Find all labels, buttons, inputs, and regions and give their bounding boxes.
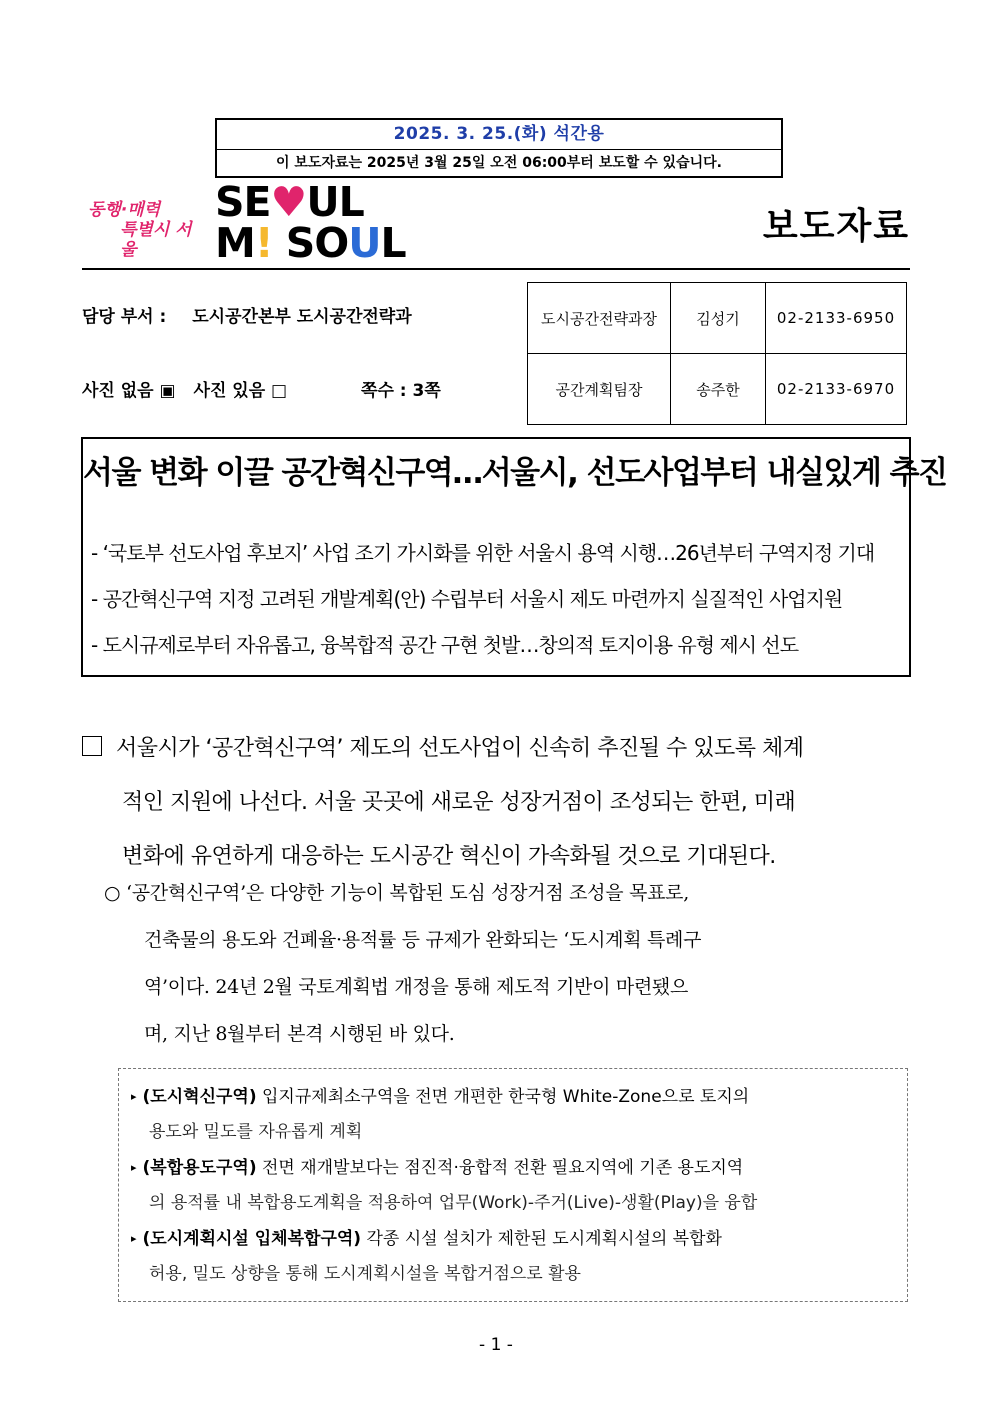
contact-row [528,283,907,354]
contact-name: 송주한 [671,354,766,425]
embargo-notice: 이 보도자료는 2025년 3월 25일 오전 06:00부터 보도할 수 있습니다. [276,155,722,171]
contact-table [527,282,907,425]
note-item: ▸ (도시계획시설 입체복합구역) 각종 시설 설치가 제한된 도시계획시설의 복합화 [131,1229,722,1249]
headline: 서울 변화 이끌 공간혁신구역…서울시, 선도사업부터 내실있게 추진 [83,455,947,491]
subline: - 도시규제로부터 자유롭고, 융복합적 공간 구현 첫발…창의적 토지이용 유형 제시 선도 [91,633,799,657]
contact-phone: 02-2133-6970 [766,354,907,425]
notes-box: ▸ (도시혁신구역) 입지규제최소구역을 전면 개편한 한국형 White-Zone으로 토지의 용도와 밀도를 자유롭게 계획 ▸ (복합용도구역) 전면 재개발보다는 점진적·융합적 전환 필요지역에 기존 용도지역 의 용적률 내 복합용도계획을 적용하여 업무(Work)-주거(Live)-생활(Play)을 융합 ▸ (도시계획시설 입체복합구역) 각종 시설 설치가 제한된 도시계획시설의 복합화 허용, 밀도 상향을 통해 도시계획시설을 복합거점으로 활용 [118,1068,908,1302]
department-row [82,302,412,327]
contact-title: 도시공간전략과장 [528,283,671,354]
subline: - ‘국토부 선도사업 후보지’ 사업 조기 가시화를 위한 서울시 용역 시행…26년부터 구역지정 기대 [91,541,875,565]
seoul-slogan-logo [88,200,208,260]
page-count: 쪽수 : 3쪽 [361,381,441,401]
subline: - 공간혁신구역 지정 고려된 개발계획(안) 수립부터 서울시 제도 마련까지 실질적인 사업지원 [91,587,843,611]
embargo-date: 2025. 3. 25.(화) 석간용 [217,120,781,150]
heart-icon: ♥ [270,178,307,226]
checkbox-bullet-icon [82,736,102,756]
contact-row [528,354,907,425]
triangle-bullet-icon: ▸ [131,1232,137,1245]
triangle-bullet-icon: ▸ [131,1161,137,1174]
slogan-line-1: 동행·매력 [88,200,161,220]
embargo-box [215,118,783,178]
page-number: - 1 - [479,1335,513,1355]
detail-paragraph: ○ ‘공간혁신구역’은 다양한 기능이 복합된 도심 성장거점 조성을 목표로, 건축물의 용도와 건폐율·용적률 등 규제가 완화되는 ‘도시계획 특례구 역’이다. 24년 2월 국토계획법 개정을 통해 제도적 기반이 마련됐으 며, 지난 8월부터 본격 시행된 바 있다. [104,882,702,1045]
photo-row [82,376,453,401]
header-divider [82,268,910,270]
contact-title: 공간계획팀장 [528,354,671,425]
note-item: ▸ (복합용도구역) 전면 재개발보다는 점진적·융합적 전환 필요지역에 기존 용도지역 [131,1158,744,1178]
press-release-title: 보도자료 [762,206,910,247]
contact-phone: 02-2133-6950 [766,283,907,354]
note-item: ▸ (도시혁신구역) 입지규제최소구역을 전면 개편한 한국형 White-Zone으로 토지의 [131,1087,750,1107]
triangle-bullet-icon: ▸ [131,1090,137,1103]
department-label: 담당 부서 : [82,307,167,327]
contact-name: 김성기 [671,283,766,354]
headline-box [81,437,947,677]
seoul-my-soul-logo: SE♥UL M! SOUL [215,178,406,267]
lead-paragraph: 서울시가 ‘공간혁신구역’ 제도의 선도사업이 신속히 추진될 수 있도록 체계 적인 지원에 나선다. 서울 곳곳에 새로운 성장거점이 조성되는 한편, 미래 변화에 유연하게 대응하는 도시공간 혁신이 가속화될 것으로 기대된다. [82,722,912,884]
has-photo-indicator: 사진 있음 □ [193,381,288,401]
no-photo-indicator: 사진 없음 ▣ [82,381,176,401]
slogan-line-2: 특별시 서울 [120,220,192,260]
department-value: 도시공간본부 도시공간전략과 [192,307,412,327]
